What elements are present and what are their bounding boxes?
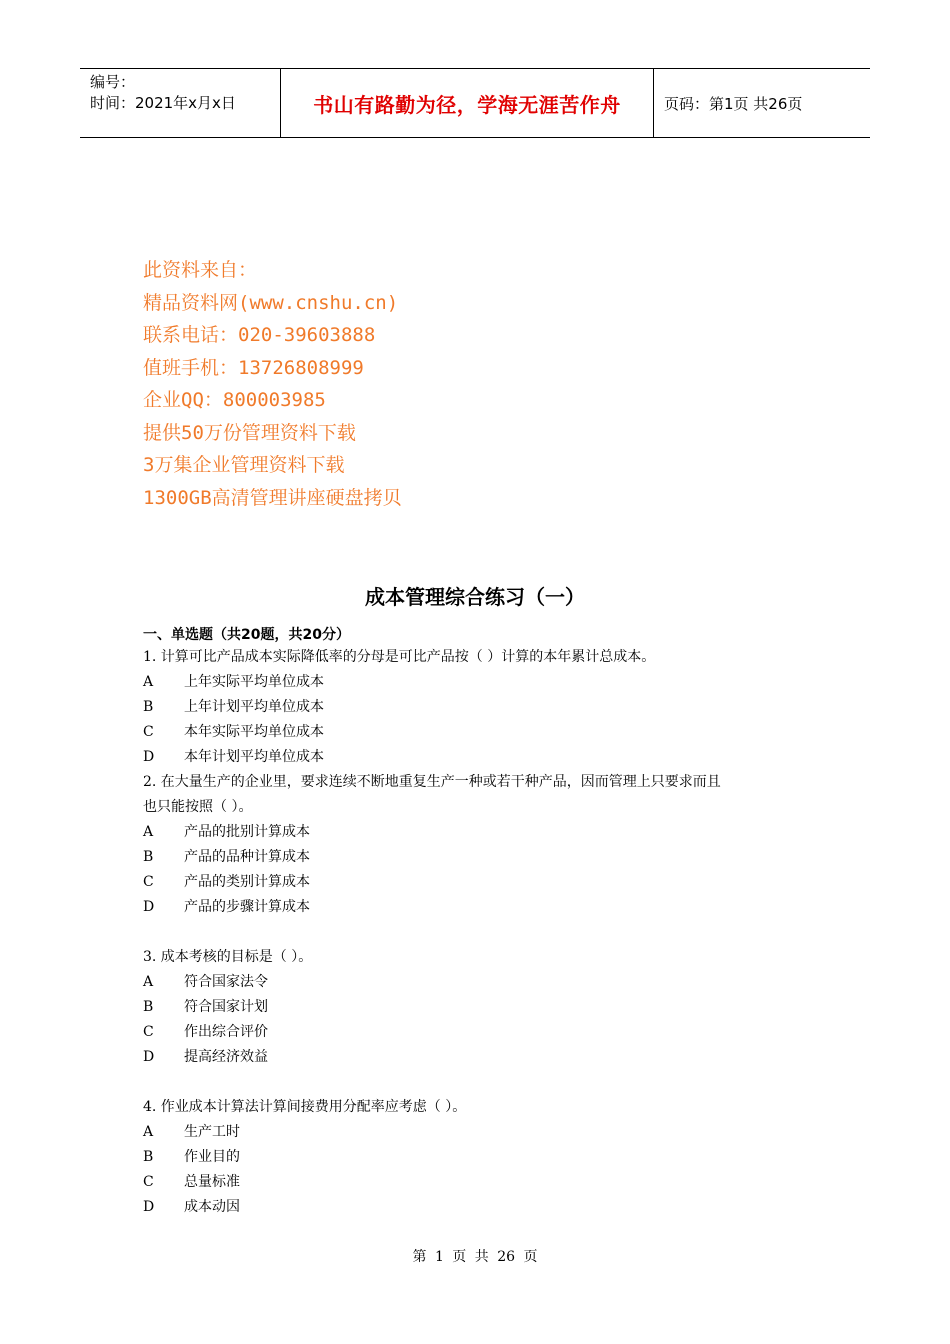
option-text: 本年实际平均单位成本 <box>184 724 324 740</box>
promo-line: 联系电话：020-39603888 <box>143 324 376 346</box>
question-text: 4. 作业成本计算法计算间接费用分配率应考虑（ ）。 <box>143 1099 467 1115</box>
option-item <box>143 845 823 870</box>
promo-line: 3万集企业管理资料下载 <box>143 454 345 476</box>
spacer <box>143 920 823 945</box>
header-page-info: 页码：第1页 共26页 <box>664 94 803 113</box>
promo-line: 企业QQ：800003985 <box>143 389 326 411</box>
header-time-label: 时间：2021年x月x日 <box>90 94 236 112</box>
option-letter: A <box>143 674 154 690</box>
promo-line: 1300GB高清管理讲座硬盘拷贝 <box>143 486 402 509</box>
promo-line: 提供50万份管理资料下载 <box>143 421 356 444</box>
option-text: 产品的品种计算成本 <box>184 849 310 865</box>
option-text: 上年实际平均单位成本 <box>184 674 324 690</box>
question-text: 也只能按照（ ）。 <box>143 799 253 815</box>
promo-line: 值班手机：13726808999 <box>143 356 364 379</box>
option-item <box>143 1120 823 1145</box>
option-item <box>143 1045 823 1070</box>
option-text: 产品的类别计算成本 <box>184 874 310 890</box>
option-item <box>143 1170 823 1195</box>
option-letter: B <box>143 849 154 865</box>
header-number-label: 编号： <box>90 73 136 91</box>
document-title: 成本管理综合练习（一） <box>365 585 585 609</box>
option-item <box>143 745 823 770</box>
option-item <box>143 1195 823 1220</box>
promo-line: 精品资料网(www.cnshu.cn) <box>143 291 399 314</box>
question-list <box>143 645 823 1220</box>
option-item <box>143 670 823 695</box>
option-item <box>143 995 823 1020</box>
option-text: 上年计划平均单位成本 <box>184 699 324 715</box>
option-letter: C <box>143 724 154 740</box>
option-letter: C <box>143 1174 154 1190</box>
header-motto-cell <box>281 69 654 137</box>
option-letter: D <box>143 1049 155 1065</box>
option-letter: B <box>143 999 154 1015</box>
option-item <box>143 820 823 845</box>
option-item <box>143 720 823 745</box>
option-item <box>143 1145 823 1170</box>
option-text: 成本动因 <box>184 1199 240 1215</box>
question-text: 2. 在大量生产的企业里，要求连续不断地重复生产一种或若干种产品，因而管理上只要求而且 <box>143 774 721 790</box>
option-text: 符合国家法令 <box>184 974 268 990</box>
option-text: 作业目的 <box>184 1149 240 1165</box>
option-text: 作出综合评价 <box>184 1024 268 1040</box>
header-meta-cell <box>80 69 281 137</box>
document-header <box>80 68 870 138</box>
option-text: 符合国家计划 <box>184 999 268 1015</box>
option-letter: D <box>143 1199 155 1215</box>
header-page-cell <box>654 69 870 137</box>
option-item <box>143 970 823 995</box>
option-letter: A <box>143 1124 154 1140</box>
option-text: 本年计划平均单位成本 <box>184 749 324 765</box>
option-text: 产品的批别计算成本 <box>184 824 310 840</box>
option-letter: B <box>143 1149 154 1165</box>
section-heading: 一、单选题（共20题，共20分） <box>143 627 350 643</box>
option-item <box>143 870 823 895</box>
header-motto: 书山有路勤为径，学海无涯苦作舟 <box>313 92 621 117</box>
option-letter: C <box>143 1024 154 1040</box>
option-item <box>143 1020 823 1045</box>
option-text: 生产工时 <box>184 1124 240 1140</box>
option-text: 提高经济效益 <box>184 1049 268 1065</box>
option-letter: A <box>143 824 154 840</box>
page-footer: 第 1 页 共 26 页 <box>412 1249 538 1265</box>
question-text: 3. 成本考核的目标是（ ）。 <box>143 949 313 965</box>
spacer <box>143 1070 823 1095</box>
option-letter: A <box>143 974 154 990</box>
option-item <box>143 695 823 720</box>
promo-line: 此资料来自： <box>143 259 258 281</box>
option-letter: B <box>143 699 154 715</box>
option-letter: C <box>143 874 154 890</box>
option-letter: D <box>143 899 155 915</box>
option-letter: D <box>143 749 155 765</box>
option-text: 总量标准 <box>184 1174 240 1190</box>
option-text: 产品的步骤计算成本 <box>184 899 310 915</box>
promo-block <box>143 254 402 514</box>
question-text: 1. 计算可比产品成本实际降低率的分母是可比产品按（ ）计算的本年累计总成本。 <box>143 649 656 665</box>
option-item <box>143 895 823 920</box>
